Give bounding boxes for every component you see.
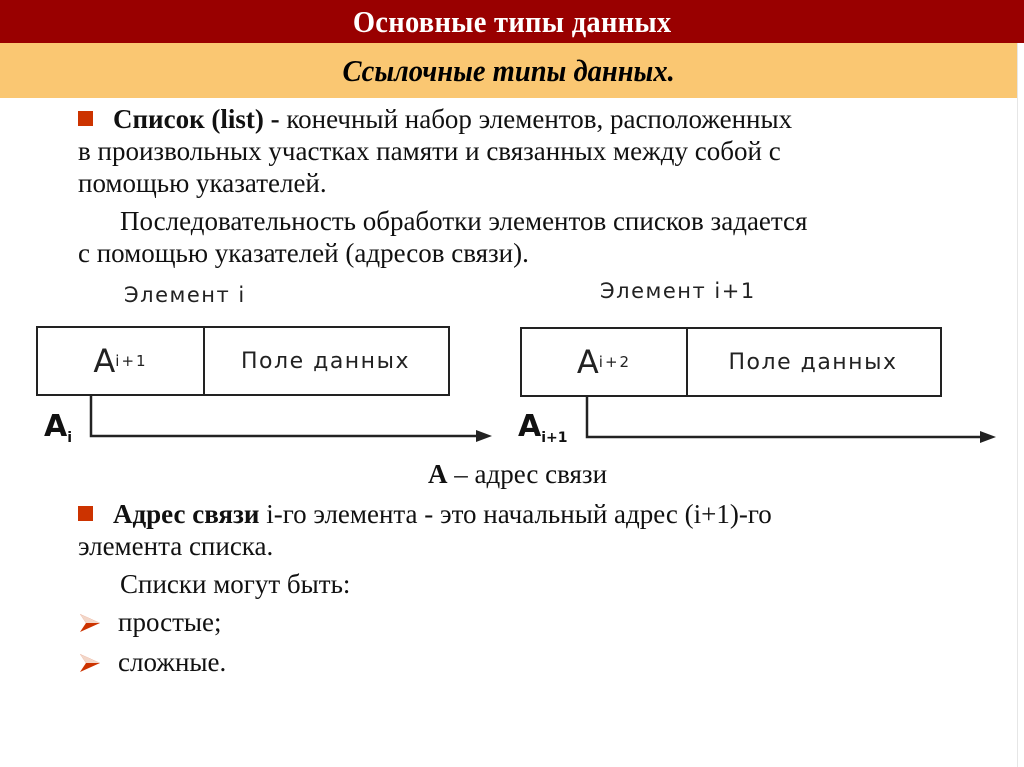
pointer-arrow-1 (91, 395, 478, 436)
link-address-text: i-го элемента - это начальный адрес (i+1)-го (259, 499, 772, 529)
arrowhead-2-icon (980, 431, 996, 443)
lists-intro: Списки могут быть: (120, 569, 351, 599)
address-label-i (44, 409, 72, 446)
address-subscript: i (67, 430, 73, 446)
data-field: Поле данных (728, 349, 898, 375)
element-i-caption: Элемент i (124, 283, 246, 307)
arrowhead-bullet-icon (79, 652, 101, 674)
sequence-line-1: Последовательность обработки элементов списков задается (120, 206, 808, 236)
pointer-symbol: A (93, 342, 116, 380)
slide-subtitle: Ссылочные типы данных. (342, 52, 675, 88)
pointer-arrow-2 (587, 396, 982, 437)
link-address-line-1 (78, 498, 1008, 530)
link-address-definition (78, 498, 1008, 600)
list-item-label: простые; (118, 607, 222, 637)
address-label-i-plus-1 (518, 409, 568, 446)
address-subscript: i+1 (541, 430, 568, 446)
arrowhead-1-icon (476, 430, 492, 442)
legend-text: – адрес связи (447, 459, 608, 489)
diagram-legend (428, 458, 607, 490)
pointer-symbol: A (576, 343, 599, 381)
link-address-line-2: элемента списка. (78, 531, 274, 561)
address-symbol: A (518, 409, 542, 444)
sequence-line-2: с помощью указателей (адресов связи). (78, 238, 529, 268)
square-bullet-icon (78, 506, 93, 521)
list-definition-line-2: в произвольных участках памяти и связанных между собой с (78, 136, 781, 166)
term-link-address: Адрес связи (113, 499, 260, 529)
list-definition-line-3: помощью указателей. (78, 168, 327, 198)
data-field: Поле данных (241, 348, 410, 374)
legend-symbol: A (428, 459, 448, 489)
arrowhead-bullet-icon (79, 612, 101, 634)
address-symbol: A (44, 409, 68, 444)
pointer-subscript: i+2 (598, 353, 632, 371)
element-i-plus-1-caption: Элемент i+1 (600, 279, 756, 303)
list-item-label: сложные. (118, 647, 227, 677)
definition-text: конечный набор элементов, расположенных (286, 104, 793, 134)
term-dash: - (263, 104, 287, 134)
slide-title: Основные типы данных (352, 3, 672, 39)
pointer-subscript: i+1 (115, 352, 148, 370)
term-list: Список (list) (113, 104, 264, 134)
